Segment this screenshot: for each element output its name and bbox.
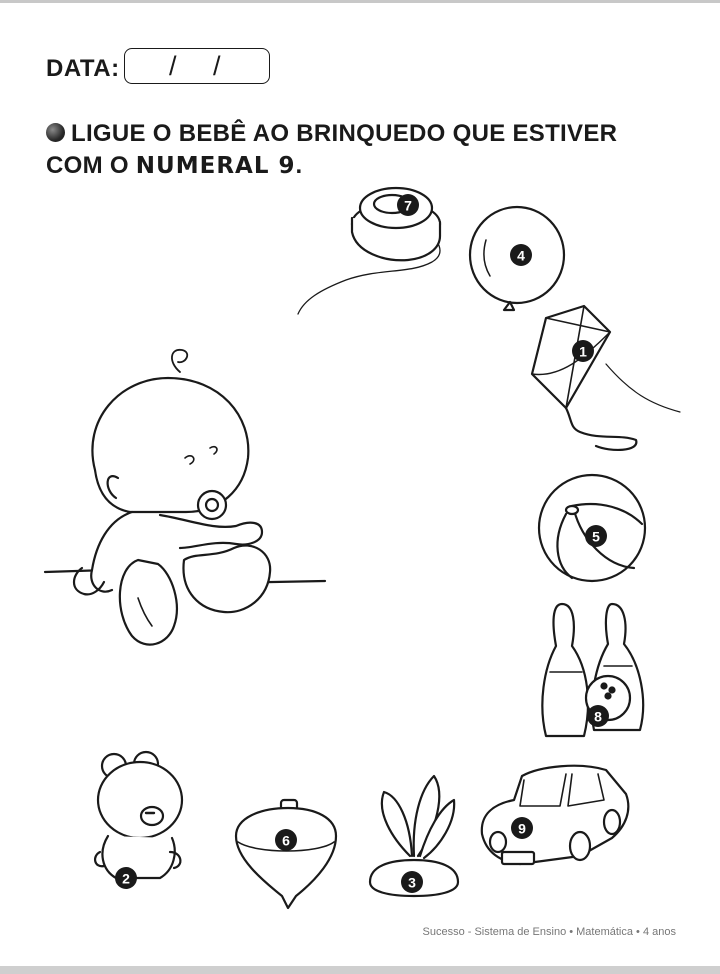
number-badge-2 [115,867,137,889]
toy-kite[interactable] [532,306,680,450]
baby-illustration[interactable] [45,350,325,645]
toy-number: 1 [579,343,587,360]
number-badge-5 [585,525,607,547]
date-separator: / [169,51,177,81]
bottom-edge [0,966,720,974]
number-badge-8 [587,705,609,727]
toy-number: 4 [517,247,525,264]
date-label: DATA: [46,55,120,82]
number-badge-7 [397,194,419,216]
toy-number: 6 [282,832,290,849]
footer-text: Sucesso - Sistema de Ensino • Matemática • 4 anos [422,926,676,938]
toy-number: 3 [408,874,416,891]
number-badge-9 [511,817,533,839]
toy-car[interactable] [482,766,629,864]
number-badge-6 [275,829,297,851]
instruction-line-2-start: COM O [46,152,136,179]
date-separator: / [213,51,221,81]
number-badge-4 [510,244,532,266]
toy-teddy-bear[interactable] [95,752,182,878]
number-badge-3 [401,871,423,893]
instruction-line-2-end: . [295,152,303,179]
toy-number: 9 [518,820,526,837]
number-badge-1 [572,340,594,362]
instruction-emphasis: NUMERAL 9 [135,153,296,179]
toy-number: 2 [122,870,130,887]
instruction-line-1: LIGUE O BEBÊ AO BRINQUEDO QUE ESTIVER [71,120,618,147]
toy-number: 8 [594,708,602,725]
toy-number: 7 [404,197,412,214]
toy-spinning-top[interactable] [236,800,336,908]
toy-number: 5 [592,528,600,545]
